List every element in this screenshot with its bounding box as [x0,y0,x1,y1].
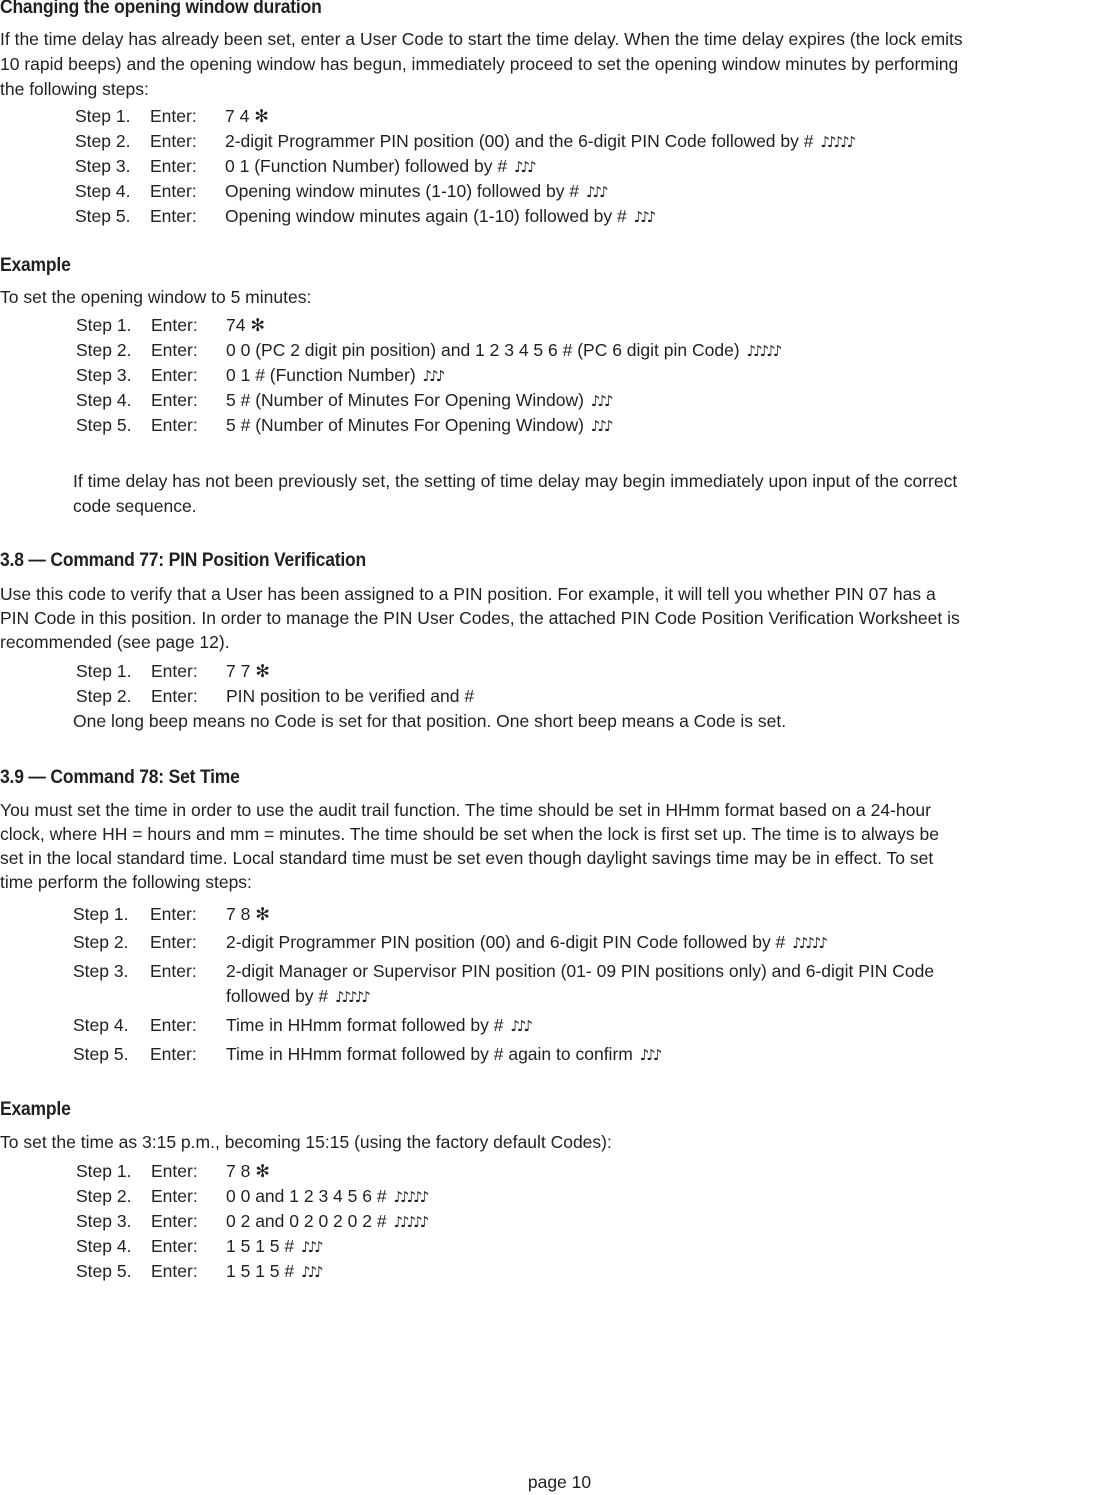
step-label: Step 2. [73,932,129,952]
step-text: 0 2 and 0 2 0 2 0 2 # ♪♪♪♪♪ [226,1211,427,1231]
paragraph-line: To set the time as 3:15 p.m., becoming 15:15 (using the factory default Codes): [0,1132,612,1152]
step-label: Step 5. [76,1261,132,1281]
beep-icons: ♪♪♪♪♪ [746,342,780,360]
note-line: One long beep means no Code is set for that position. One short beep means a Code is set. [73,711,787,731]
beep-icons: ♪♪♪ [585,183,606,201]
step-text: 7 8 ✻ [226,904,270,924]
step-enter: Enter: [150,106,197,126]
step-text: 2-digit Programmer PIN position (00) and the 6-digit PIN Code followed by # ♪♪♪♪♪ [225,131,854,151]
step-enter: Enter: [150,156,197,176]
step-label: Step 2. [76,686,132,706]
step-text: 1 5 1 5 # ♪♪♪ [226,1236,321,1256]
step-label: Step 3. [73,961,129,981]
page-number: page 10 [527,1472,592,1492]
step-text: 5 # (Number of Minutes For Opening Window) ♪♪♪ [226,390,611,410]
beep-icons: ♪♪♪♪♪ [820,133,854,151]
step-enter: Enter: [151,1186,198,1206]
step-text: 7 4 ✻ [225,106,269,126]
beep-icons: ♪♪♪ [422,367,443,385]
step-label: Step 2. [76,340,132,360]
step-label: Step 4. [76,390,132,410]
beep-icons: ♪♪♪♪♪ [393,1188,427,1206]
beep-icons: ♪♪♪ [301,1238,321,1256]
step-label: Step 2. [76,1186,132,1206]
step-label: Step 1. [73,904,129,924]
section-heading-opening-window: Changing the opening window duration [0,0,322,18]
step-label: Step 1. [76,1161,132,1181]
paragraph-line: the following steps: [0,79,149,99]
step-text: 1 5 1 5 # ♪♪♪ [226,1261,321,1281]
step-enter: Enter: [150,131,197,151]
step-label: Step 3. [76,365,132,385]
step-text: 7 8 ✻ [226,1161,270,1181]
step-label: Step 2. [75,131,131,151]
step-enter: Enter: [151,315,198,335]
step-text: Opening window minutes (1-10) followed by # ♪♪♪ [225,181,606,201]
step-enter: Enter: [151,1261,198,1281]
step-label: Step 5. [75,206,131,226]
step-text: Time in HHmm format followed by # ♪♪♪ [226,1015,531,1035]
section-heading-3-9: 3.9 — Command 78: Set Time [0,767,240,788]
step-label: Step 3. [75,156,131,176]
step-text: PIN position to be verified and # [226,686,475,706]
step-text: 2-digit Manager or Supervisor PIN position (01- 09 PIN positions only) and 6-digit PIN Code [226,961,935,981]
step-enter: Enter: [150,206,197,226]
note-line: code sequence. [73,496,197,516]
step-enter: Enter: [151,340,198,360]
section-heading-3-8: 3.8 — Command 77: PIN Position Verification [0,550,367,571]
beep-icons: ♪♪♪ [510,1017,531,1035]
beep-icons: ♪♪♪ [590,392,611,410]
step-label: Step 5. [76,415,132,435]
step-enter: Enter: [150,961,197,981]
step-enter: Enter: [151,1211,198,1231]
step-enter: Enter: [151,365,198,385]
step-enter: Enter: [151,1236,198,1256]
step-enter: Enter: [150,904,197,924]
step-label: Step 1. [76,315,132,335]
step-enter: Enter: [150,1044,197,1064]
beep-icons: ♪♪♪ [301,1263,321,1281]
step-text: 2-digit Programmer PIN position (00) and 6-digit PIN Code followed by # ♪♪♪♪♪ [226,932,826,952]
step-text: 74 ✻ [226,315,265,335]
paragraph-line: To set the opening window to 5 minutes: [0,287,312,307]
step-enter: Enter: [151,686,198,706]
step-label: Step 1. [75,106,131,126]
paragraph-line: time perform the following steps: [0,872,252,892]
paragraph-line: PIN Code in this position. In order to manage the PIN User Codes, the attached PIN Code Position Verification Worksheet is [0,608,960,628]
paragraph-line: clock, where HH = hours and mm = minutes. The time should be set when the lock is first set up. The time is to always be [0,824,939,844]
paragraph-line: recommended (see page 12). [0,632,230,652]
step-text: 0 1 (Function Number) followed by # ♪♪♪ [225,156,534,176]
note-line: If time delay has not been previously set, the setting of time delay may begin immediately upon input of the correct [73,471,958,491]
step-enter: Enter: [150,181,197,201]
paragraph-line: You must set the time in order to use the audit trail function. The time should be set in HHmm format based on a 24-hour [0,800,931,820]
beep-icons: ♪♪♪ [633,208,654,226]
beep-icons: ♪♪♪ [513,158,534,176]
paragraph-line: If the time delay has already been set, enter a User Code to start the time delay. When the time delay expires (the lock emits [0,29,963,49]
step-enter: Enter: [151,390,198,410]
step-text: Opening window minutes again (1-10) followed by # ♪♪♪ [225,206,654,226]
step-text: 5 # (Number of Minutes For Opening Window) ♪♪♪ [226,415,611,435]
step-label: Step 4. [73,1015,129,1035]
step-enter: Enter: [150,1015,197,1035]
beep-icons: ♪♪♪♪♪ [792,934,826,952]
step-label: Step 4. [76,1236,132,1256]
beep-icons: ♪♪♪ [590,417,611,435]
step-label: Step 4. [75,181,131,201]
step-text: 7 7 ✻ [226,661,270,681]
step-enter: Enter: [151,1161,198,1181]
beep-icons: ♪♪♪♪♪ [393,1213,427,1231]
step-label: Step 5. [73,1044,129,1064]
step-text: Time in HHmm format followed by # again to confirm ♪♪♪ [226,1044,660,1064]
example-heading: Example [0,255,71,276]
step-text: followed by # ♪♪♪♪♪ [226,986,368,1006]
step-enter: Enter: [151,415,198,435]
example-heading: Example [0,1099,71,1120]
beep-icons: ♪♪♪ [639,1046,660,1064]
paragraph-line: 10 rapid beeps) and the opening window has begun, immediately proceed to set the opening window minutes by performing [0,54,959,74]
step-label: Step 3. [76,1211,132,1231]
step-enter: Enter: [150,932,197,952]
paragraph-line: set in the local standard time. Local standard time must be set even though daylight savings time may be in effect. To set [0,848,934,868]
paragraph-line: Use this code to verify that a User has been assigned to a PIN position. For example, it will tell you whether PIN 07 has a [0,584,936,604]
beep-icons: ♪♪♪♪♪ [335,988,368,1006]
step-text: 0 1 # (Function Number) ♪♪♪ [226,365,443,385]
step-text: 0 0 (PC 2 digit pin position) and 1 2 3 4 5 6 # (PC 6 digit pin Code) ♪♪♪♪♪ [226,340,780,360]
step-text: 0 0 and 1 2 3 4 5 6 # ♪♪♪♪♪ [226,1186,427,1206]
step-enter: Enter: [151,661,198,681]
step-label: Step 1. [76,661,132,681]
